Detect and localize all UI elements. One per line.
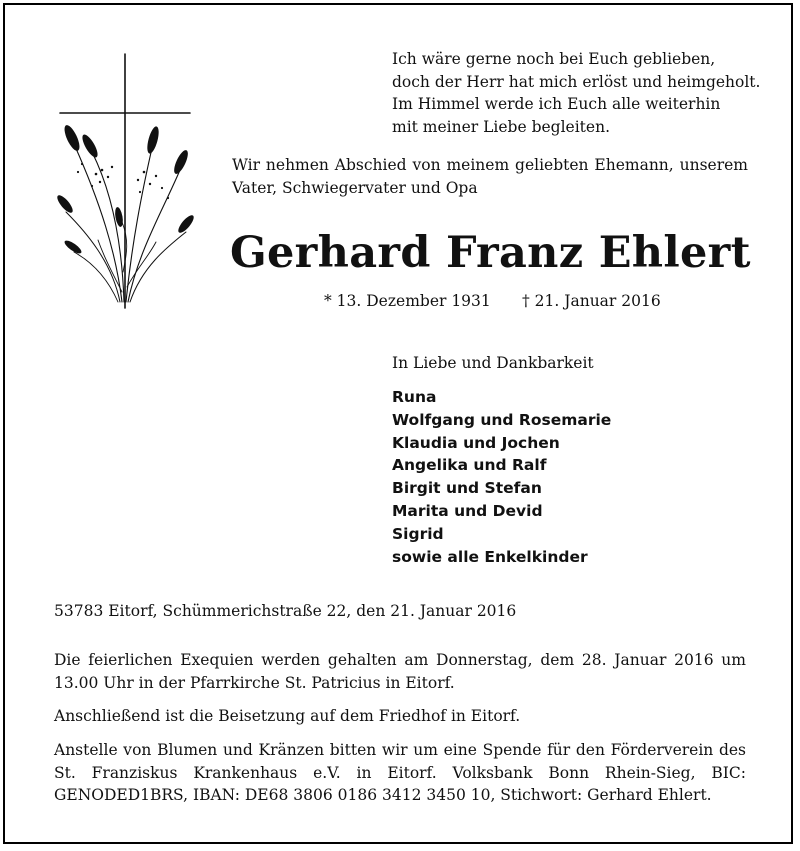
mourners-intro: In Liebe und Dankbarkeit [392, 354, 594, 372]
deceased-name: Gerhard Franz Ehlert [230, 228, 751, 278]
mourner-name: sowie alle Enkelkinder [392, 547, 588, 566]
death-date: † 21. Januar 2016 [522, 292, 661, 310]
donation-info: Anstelle von Blumen und Kränzen bitten wir um eine Spende für den Förderverein des St. Franziskus Krankenhaus e.V. in Eitorf. Volksbank Bonn Rhein-Sieg, BIC: GENODED1BRS, IBAN: DE68 3806 0186 3412 3450 10, Stichwort: Gerhard Ehlert. [54, 741, 746, 804]
burial-info: Anschließend ist die Beisetzung auf dem Friedhof in Eitorf. [54, 707, 521, 725]
mourner-name: Klaudia und Jochen [392, 433, 560, 452]
mourner-name: Sigrid [392, 524, 444, 543]
cross-with-wheat-icon [52, 52, 202, 312]
mourner-name: Birgit und Stefan [392, 479, 542, 498]
farewell-intro: Wir nehmen Abschied von meinem geliebten Ehemann, unserem Vater, Schwiegervater und Opa [232, 156, 748, 197]
place-and-date: 53783 Eitorf, Schümmerichstraße 22, den 21. Januar 2016 [54, 602, 517, 620]
mourners-list [392, 386, 611, 568]
birth-date: * 13. Dezember 1931 [324, 292, 491, 310]
mourner-name: Angelika und Ralf [392, 456, 547, 475]
mourner-name: Wolfgang und Rosemarie [392, 410, 612, 429]
poem-line: Im Himmel werde ich Euch alle weiterhin [392, 95, 721, 113]
poem [392, 48, 772, 138]
poem-line: doch der Herr hat mich erlöst und heimgeholt. [392, 72, 761, 91]
poem-line: Ich wäre gerne noch bei Euch geblieben, [392, 50, 716, 68]
mourner-name: Runa [392, 388, 437, 406]
service-info: Die feierlichen Exequien werden gehalten am Donnerstag, dem 28. Januar 2016 um 13.00 Uhr in der Pfarrkirche St. Patricius in Eitorf. [54, 651, 746, 692]
poem-line: mit meiner Liebe begleiten. [392, 117, 610, 136]
mourner-name: Marita und Devid [392, 501, 543, 520]
